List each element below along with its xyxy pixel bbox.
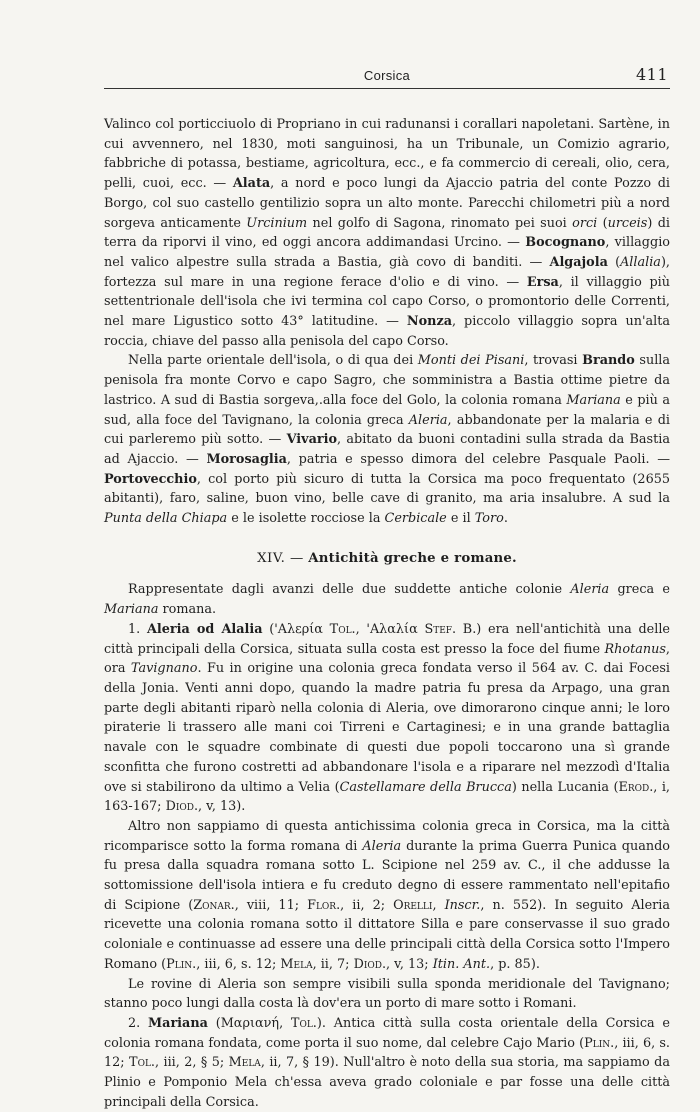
italic-term: Urcinium [246, 215, 308, 231]
running-title: Corsica [363, 68, 411, 83]
italic-term: Tavignano [130, 661, 198, 677]
source-abbrev: Zonar. [193, 897, 235, 913]
text-run: , v, 13; [386, 956, 433, 972]
source-abbrev: Tol. [290, 1015, 317, 1031]
text-run: romana. [158, 602, 217, 618]
bold-term: Alata [232, 176, 271, 192]
text-run: ). Antica città sulla costa orientale della Corsica e colonia romana fondata, come porta il suo nome, dal celebre Cajo Mario ( [104, 1015, 671, 1051]
bold-term: Portovecchio [104, 471, 197, 487]
text-run: ) nella Lucania ( [511, 779, 619, 795]
italic-term: Allalia [620, 254, 661, 270]
text-run: Altro non sappiamo di questa antichissima colonia greca in Corsica, ma la città ricomparisce sotto la forma romana di [104, 818, 670, 854]
bold-term: Brando [582, 353, 635, 369]
source-abbrev: Flor. [307, 897, 341, 913]
text-run: ), fortezza sul mare in una regione ferace d'olio e di vino. — [104, 254, 670, 290]
text-run: , patria e spesso dimora del celebre Pasquale Paoli. — [286, 451, 670, 467]
italic-term: urceis [607, 215, 648, 231]
text-run: , ii, 7, § 19). Null'altro è noto della sua storia, ma sappiamo da Plinio e Pomponio Mela ch'essa aveva grado coloniale e par fosse una delle città principali della Corsica. [104, 1055, 670, 1110]
text-run: , abbandonate per la malaria e di cui parleremo più sotto. — [104, 412, 670, 448]
text-run: . [503, 511, 508, 527]
text-run: , n. 552). In seguito Aleria ricevette una colonia romana sotto il dittatore Silla e pare conservasse il suo grado coloniale e continuasse ad essere una delle principali città della Corsica sotto l'Impero Romano ( [104, 897, 671, 972]
italic-term: Mariana [104, 602, 159, 618]
text-run: (Μαριανή, [207, 1015, 291, 1031]
bold-term: Ersa [526, 274, 559, 290]
text-run: ( [597, 215, 608, 231]
text-run: greca e [609, 582, 670, 598]
text-run: , i, 163-167; [104, 779, 670, 815]
section-title: Antichità greche e romane. [308, 550, 517, 566]
italic-term: Itin. Ant. [432, 956, 491, 972]
section-heading [104, 549, 670, 569]
paragraph [104, 975, 670, 1014]
paragraph [104, 115, 670, 351]
text-run: . Fu in origine una colonia greca fondata verso il 564 av. C. dai Focesi della Jonia. Venti anni dopo, quando la madre patria fu presa da Arpago, una gran parte degli abitanti riparò nella colonia di Aleria, ove dimorarono cinque anni; le loro piraterie li trassero alle mani coi Tirreni e Cartaginesi; e in una grande battaglia navale con le squadre combinate di questi due popoli toccarono una sì grande sconfitta che furono costretti ad abbandonare l'isola e a riparare nel mezzodì d'Italia ove si stabilirono da ultimo a Velia ( [104, 661, 670, 795]
italic-term: Mariana [566, 392, 621, 408]
paragraph [104, 620, 670, 817]
italic-term: Aleria [408, 412, 448, 428]
text-run: e le isolette rocciose la [227, 511, 385, 527]
italic-term: Aleria [570, 582, 610, 598]
text-run: Rappresentate dagli avanzi delle due suddette antiche colonie [128, 582, 571, 598]
paragraph [104, 351, 670, 528]
bold-term: Algajola [549, 254, 608, 270]
text-run: sulla penisola fra monte Corvo e capo Sagro, che somministra a Bastia ottime pietre da lastrico. A sud di Bastia sorgeva,.alla foce del Golo, la colonia romana [104, 353, 671, 408]
text-run: , viii, 11; [234, 897, 308, 913]
text-run: , iii, 2, § 5; [155, 1055, 229, 1071]
text-run: , ii, 7; [312, 956, 354, 972]
text-run: , piccolo villaggio sopra un'alta roccia, chiave del passo alla penisola del capo Corso. [104, 314, 670, 349]
text-run: , ora [104, 641, 670, 677]
italic-term: Rhotanus [604, 641, 666, 657]
italic-term: orci [572, 215, 598, 231]
italic-term: Cerbicale [384, 511, 447, 527]
source-abbrev: Stef. [424, 621, 457, 637]
text-run: e il [446, 511, 475, 527]
text-run: , iii, 6, s. 12; [196, 956, 281, 972]
text-run: , col porto più sicuro di tutta la Corsica ma poco frequentato (2655 abitanti), faro, saline, buon vino, belle cave di granito, ma aria insalubre. A sud la [104, 471, 670, 507]
text-run: B.) era nell'antichità una delle città principali della Corsica, situata sulla costa est presso la foce del fiume [104, 621, 670, 657]
text-run: , abitato da buoni contadini sulla strada da Bastia ad Ajaccio. — [104, 432, 670, 467]
bold-term: Nonza [406, 314, 453, 330]
text-run: durante la prima Guerra Punica quando fu presa dalla squadra romana sotto L. Scipione nel 259 av. C., il che addusse la sottomissione dell'isola intiera e fu creduto degno di essere rammentato nell'epitafio di Scipione ( [104, 838, 670, 913]
text-run: , p. 85). [490, 956, 540, 972]
paragraph [104, 817, 670, 975]
bold-term: Bocognano [525, 235, 606, 251]
source-abbrev: Erod. [618, 779, 654, 795]
text-run: Nella parte orientale dell'isola, o di qua dei [128, 353, 418, 369]
italic-term: Punta della Chiapa [104, 511, 228, 527]
italic-term: Castellamare della Brucca [339, 779, 512, 795]
section-number: XIV. — [257, 550, 304, 566]
paragraph [104, 580, 670, 619]
italic-term: Aleria [362, 838, 402, 854]
source-abbrev: Plin. [584, 1035, 615, 1051]
text-run: 1. [128, 621, 147, 637]
text-run: Valinco col porticciuolo di Propriano in cui radunansi i corallari napoletani. Sartène, in cui avvennero, nel 1830, moti sanguinosi, ha un Tribunale, un Comizio agrario, fabbriche di potassa, bestiame, agricoltura, ecc., e fa commercio di cereali, olio, cera, pelli, cuoi, ecc. — [104, 117, 670, 192]
text-run: , [432, 897, 445, 913]
source-abbrev: Tol. [129, 1055, 155, 1071]
text-run: ('Αλερία [262, 621, 330, 637]
source-abbrev: Mela [228, 1055, 261, 1071]
page-number: 411 [635, 65, 668, 84]
text-run: e più a sud, alla foce del Tavignano, la colonia greca [104, 392, 670, 428]
source-abbrev: Tol. [329, 621, 356, 637]
italic-term: Inscr. [444, 897, 481, 913]
text-run: , il villaggio più settentrionale dell'isola che ivi termina col capo Corso, o promontorio delle Correnti, nel mare Ligustico sotto 43° latitudine. — [104, 274, 670, 330]
source-abbrev: Mela [280, 956, 313, 972]
text-run: , ii, 2; [340, 897, 394, 913]
bold-term: Aleria od Alalia [146, 621, 263, 637]
text-run: , villaggio nel valico alpestre sulla strada a Bastia, già covo di banditi. — [104, 235, 670, 270]
page-header [104, 62, 670, 89]
text-run: Le rovine di Aleria son sempre visibili sulla sponda meridionale del Tavignano; stanno poco lungi dalla costa là dov'era un porto di mare sotto i Romani. [104, 976, 670, 1012]
paragraph-group-regions [104, 115, 670, 529]
text-run: 2. [128, 1015, 148, 1031]
text-run: , v, 13). [198, 799, 246, 815]
text-run: ) di terra da riporvi il vino, ed oggi ancora addimandasi Urcino. — [104, 215, 670, 251]
source-abbrev: Diod. [165, 799, 199, 815]
source-abbrev: Plin. [166, 956, 197, 972]
text-run: , trovasi [524, 353, 583, 369]
italic-term: Toro [474, 511, 504, 527]
italic-term: Monti dei Pisani [417, 353, 525, 369]
text-run: , a nord e poco lungi da Ajaccio patria del conte Pozzo di Borgo, col suo castello gentilizio sopra un alto monte. Parecchi chilometri più a nord sorgeva anticamente [104, 176, 670, 231]
page-body [104, 115, 670, 1112]
bold-term: Vivario [286, 432, 337, 448]
bold-term: Morosaglia [206, 451, 287, 467]
source-abbrev: Orelli [393, 897, 433, 913]
text-run: , 'Αλαλία [355, 621, 425, 637]
text-run: nel golfo di Sagona, rinomato pei suoi [307, 215, 573, 231]
paragraph-group-antiquities [104, 580, 670, 1112]
source-abbrev: Diod. [353, 956, 387, 972]
paragraph [104, 1014, 670, 1112]
text-run: ( [607, 254, 621, 270]
text-run: , iii, 6, s. 12; [104, 1035, 670, 1071]
bold-term: Mariana [147, 1015, 208, 1031]
